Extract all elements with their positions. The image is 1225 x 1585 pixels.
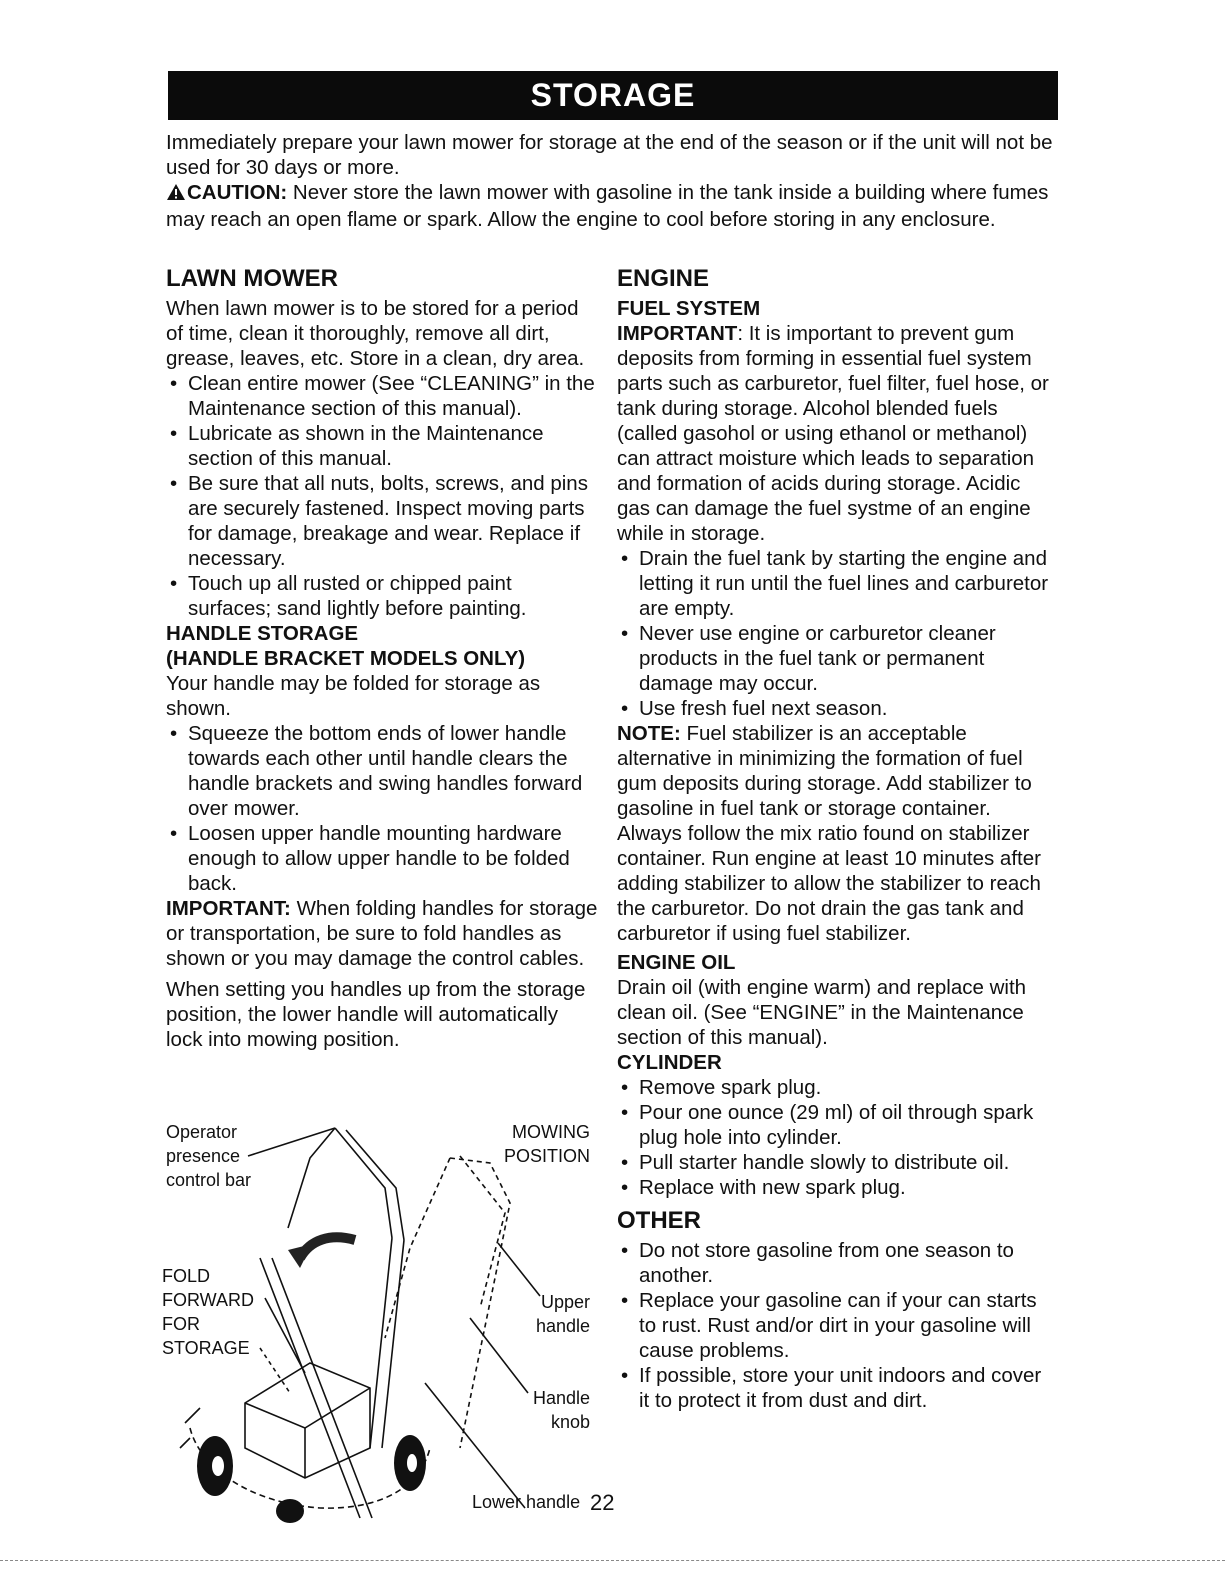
upper-handle-label: Upper handle: [535, 1292, 590, 1336]
lawn-mower-heading: LAWN MOWER: [166, 265, 338, 292]
caution-paragraph: [166, 180, 1066, 232]
engine-oil-text: Drain oil (with engine warm) and replace with clean oil. (See “ENGINE” in the Maintenance section of this manual).: [617, 976, 1027, 1049]
right-column: [617, 264, 1057, 1413]
list-item: • Touch up all rusted or chipped paint surfaces; sand lightly before painting.: [166, 571, 598, 621]
lawn-mower-text: When lawn mower is to be stored for a period of time, clean it thoroughly, remove all dirt, grease, leaves, etc. Store in a clean, dry area.: [166, 297, 585, 370]
list-item: • Replace with new spark plug.: [617, 1175, 1057, 1200]
fuel-important-paragraph: [617, 321, 1057, 546]
left-column: [166, 264, 598, 1052]
important-label: IMPORTANT:: [166, 897, 291, 920]
list-item: • Use fresh fuel next season.: [617, 696, 1057, 721]
handle-knob-label: Handle knob: [532, 1388, 590, 1432]
handle-storage-text: Your handle may be folded for storage as shown.: [166, 672, 541, 720]
handle-storage-list: [166, 721, 598, 896]
list-item: • If possible, store your unit indoors and cover it to protect it from dust and dirt.: [617, 1363, 1057, 1413]
lawn-mower-list: [166, 371, 598, 621]
handle-important-paragraph: [166, 896, 598, 971]
engine-oil-heading: ENGINE OIL: [617, 951, 736, 974]
note-label: NOTE:: [617, 722, 681, 745]
mowing-position-label: MOWING POSITION: [503, 1122, 590, 1166]
caution-text: Never store the lawn mower with gasoline in the tank inside a building where fumes may reach an open flame or spark. Allow the engine to cool before storing in any enclosure.: [166, 181, 1049, 231]
note-paragraph: [617, 721, 1057, 946]
operator-presence-label: Operator presence control bar: [166, 1122, 252, 1190]
list-item: • Loosen upper handle mounting hardware enough to allow upper handle to be folded back.: [166, 821, 598, 896]
caution-label: CAUTION:: [187, 181, 288, 204]
list-item: • Drain the fuel tank by starting the engine and letting it run until the fuel lines and carburetor are empty.: [617, 546, 1057, 621]
warning-triangle-icon: [166, 182, 186, 207]
list-item: • Remove spark plug.: [617, 1075, 1057, 1100]
other-heading: OTHER: [617, 1207, 701, 1234]
engine-heading: ENGINE: [617, 265, 710, 292]
important-label: IMPORTANT: [617, 322, 738, 345]
bottom-divider: [0, 1560, 1225, 1561]
page-title: STORAGE: [168, 71, 1058, 120]
note-text: Fuel stabilizer is an acceptable alternative in minimizing the formation of fuel gum deposits during storage. Add stabilizer to gasoline in fuel tank or storage container. Always follow the mix ratio found on stabilizer container. Run engine at least 10 minutes after adding stabilizer to allow the stabilizer to reach the carburetor. Do not drain the gas tank and carburetor if using fuel stabilizer.: [617, 722, 1041, 945]
cylinder-list: [617, 1075, 1057, 1200]
fold-forward-label: FOLD FORWARD FOR STORAGE: [162, 1266, 254, 1358]
fuel-list: [617, 546, 1057, 721]
page-number: 22: [590, 1490, 615, 1515]
cylinder-heading: CYLINDER: [617, 1051, 722, 1074]
intro-text: Immediately prepare your lawn mower for storage at the end of the season or if the unit will not be used for 30 days or more.: [166, 131, 1053, 179]
list-item: • Be sure that all nuts, bolts, screws, and pins are securely fastened. Inspect moving parts for damage, breakage and wear. Replace if necessary.: [166, 471, 598, 571]
list-item: • Do not store gasoline from one season to another.: [617, 1238, 1057, 1288]
list-item: • Pour one ounce (29 ml) of oil through spark plug hole into cylinder.: [617, 1100, 1057, 1150]
list-item: • Squeeze the bottom ends of lower handle towards each other until handle clears the handle brackets and swing handles forward over mower.: [166, 721, 598, 821]
fuel-system-heading: FUEL SYSTEM: [617, 297, 761, 320]
handle-bracket-heading: (HANDLE BRACKET MODELS ONLY): [166, 647, 526, 670]
handle-setup-text: When setting you handles up from the storage position, the lower handle will automatically lock into mowing position.: [166, 978, 586, 1051]
important-text: : It is important to prevent gum deposits from forming in essential fuel system parts such as carburetor, fuel filter, fuel hose, or tank during storage. Alcohol blended fuels (called gasohol or using ethanol or methanol) can attract moisture which leads to separation and formation of acids during storage. Acidic gas can damage the fuel systme of an engine while in storage.: [617, 322, 1049, 545]
lower-handle-label: Lower handle: [472, 1492, 581, 1512]
other-list: [617, 1238, 1057, 1413]
important-text: When folding handles for storage or transportation, be sure to fold handles as shown or you may damage the control cables.: [166, 897, 598, 970]
intro-section: [166, 130, 1066, 232]
handle-storage-heading: HANDLE STORAGE: [166, 622, 359, 645]
list-item: • Clean entire mower (See “CLEANING” in the Maintenance section of this manual).: [166, 371, 598, 421]
list-item: • Lubricate as shown in the Maintenance section of this manual.: [166, 421, 598, 471]
handle-fold-figure: [160, 1118, 630, 1523]
list-item: • Never use engine or carburetor cleaner products in the fuel tank or permanent damage may occur.: [617, 621, 1057, 696]
list-item: • Replace your gasoline can if your can starts to rust. Rust and/or dirt in your gasoline will cause problems.: [617, 1288, 1057, 1363]
list-item: • Pull starter handle slowly to distribute oil.: [617, 1150, 1057, 1175]
